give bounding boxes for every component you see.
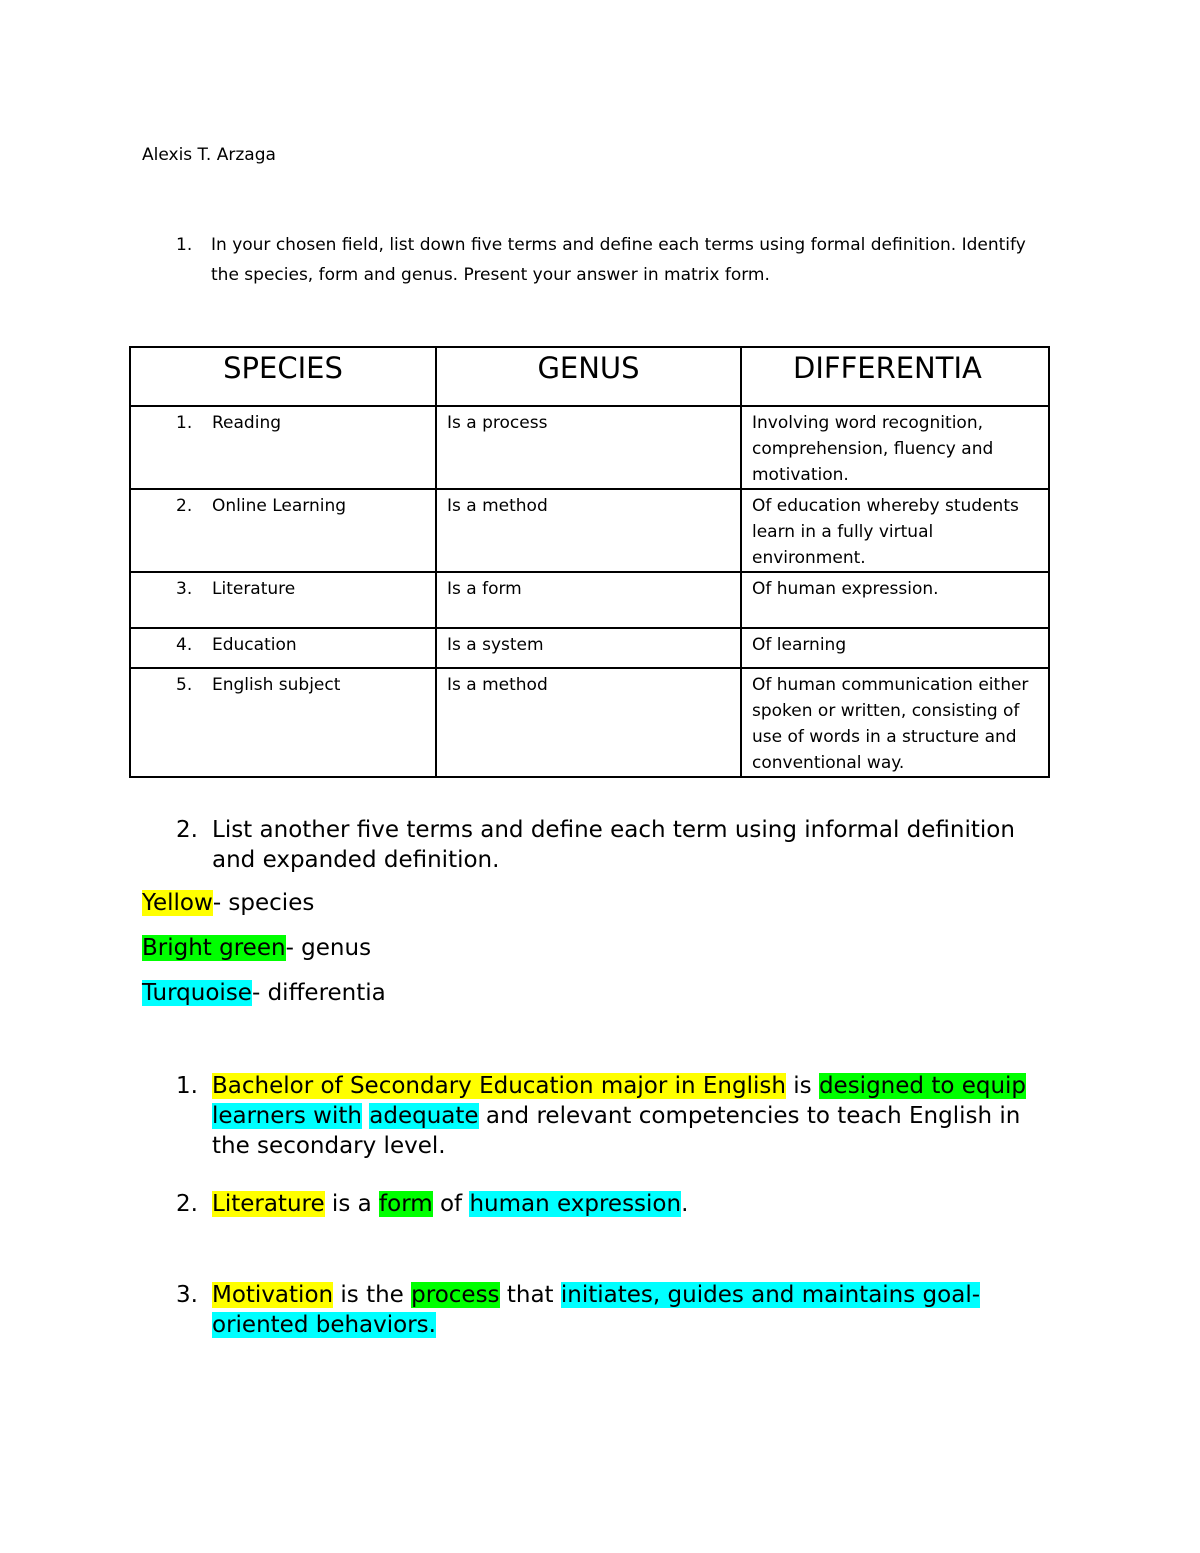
genus-cell: Is a process xyxy=(436,406,741,489)
definition-connector: that xyxy=(499,1282,561,1308)
species-term: Reading xyxy=(212,413,282,433)
genus-cell: Is a form xyxy=(436,572,741,628)
legend-turquoise xyxy=(142,980,386,1006)
species-highlight: Motivation xyxy=(212,1282,334,1308)
definition-number: 3. xyxy=(176,1282,198,1308)
row-number: 5. xyxy=(176,675,193,695)
legend-green-meaning: - genus xyxy=(285,935,372,961)
definition-connector: of xyxy=(432,1191,470,1217)
legend-yellow xyxy=(142,890,314,916)
definition-number: 1. xyxy=(176,1073,198,1099)
definition-item-3 xyxy=(176,1280,1056,1340)
differentia-cell: Of learning xyxy=(741,628,1049,668)
species-cell xyxy=(130,406,436,489)
question-2-number: 2. xyxy=(176,817,198,843)
genus-highlight: designed to equip xyxy=(818,1073,1027,1099)
table-row xyxy=(130,628,1049,668)
differentia-cell: Of human expression. xyxy=(741,572,1049,628)
species-term: Online Learning xyxy=(212,496,347,516)
species-term: Literature xyxy=(212,579,296,599)
legend-green xyxy=(142,935,371,961)
differentia-cell: Of human communication either spoken or written, consisting of use of words in a structure and conventional way. xyxy=(741,668,1049,777)
definition-number: 2. xyxy=(176,1191,198,1217)
table-row xyxy=(130,668,1049,777)
genus-cell: Is a method xyxy=(436,668,741,777)
species-highlight: Bachelor of Secondary Education major in English xyxy=(212,1073,786,1099)
header-species: SPECIES xyxy=(130,347,436,406)
question-2-text: List another five terms and define each term using informal definition and expanded definition. xyxy=(212,817,1015,873)
genus-cell: Is a system xyxy=(436,628,741,668)
species-cell xyxy=(130,489,436,572)
species-cell xyxy=(130,628,436,668)
definition-connector: is the xyxy=(333,1282,412,1308)
legend-turquoise-meaning: - differentia xyxy=(251,980,386,1006)
definition-connector: is xyxy=(785,1073,819,1099)
legend-green-label: Bright green xyxy=(142,935,286,961)
author-name: Alexis T. Arzaga xyxy=(142,145,276,165)
definition-text xyxy=(212,1071,1056,1161)
question-1 xyxy=(176,230,1056,290)
row-number: 1. xyxy=(176,413,193,433)
question-1-text: In your chosen field, list down five terms and define each terms using formal definition. Identify the species, form and genus. Present your answer in matrix form. xyxy=(211,235,1026,285)
differentia-highlight: human expression xyxy=(469,1191,682,1217)
row-number: 2. xyxy=(176,496,193,516)
genus-cell: Is a method xyxy=(436,489,741,572)
row-number: 4. xyxy=(176,635,193,655)
question-1-number: 1. xyxy=(176,235,193,255)
legend-yellow-meaning: - species xyxy=(212,890,315,916)
genus-highlight: process xyxy=(411,1282,500,1308)
definition-text xyxy=(212,1189,1056,1219)
header-differentia: DIFFERENTIA xyxy=(741,347,1049,406)
definition-item-2 xyxy=(176,1189,1056,1219)
definition-item-1 xyxy=(176,1071,1056,1161)
table-row xyxy=(130,489,1049,572)
species-term: English subject xyxy=(212,675,341,695)
differentia-highlight: initiates, guides and maintains goal-oriented behaviors. xyxy=(212,1282,981,1338)
legend-yellow-label: Yellow xyxy=(142,890,213,916)
definition-rest: and relevant competencies to teach English in the secondary level. xyxy=(212,1103,1021,1159)
species-cell xyxy=(130,572,436,628)
genus-highlight: form xyxy=(379,1191,433,1217)
row-number: 3. xyxy=(176,579,193,599)
definition-matrix-table xyxy=(129,346,1050,778)
definition-connector: is a xyxy=(324,1191,380,1217)
table-row xyxy=(130,406,1049,489)
legend-turquoise-label: Turquoise xyxy=(142,980,252,1006)
species-term: Education xyxy=(212,635,297,655)
table-row xyxy=(130,572,1049,628)
species-highlight: Literature xyxy=(212,1191,325,1217)
differentia-highlight: adequate xyxy=(369,1103,479,1129)
definition-text xyxy=(212,1280,1056,1340)
table-header-row xyxy=(130,347,1049,406)
differentia-highlight: learners with xyxy=(212,1103,362,1129)
question-2 xyxy=(176,815,1056,875)
differentia-cell: Of education whereby students learn in a fully virtual environment. xyxy=(741,489,1049,572)
species-cell xyxy=(130,668,436,777)
header-genus: GENUS xyxy=(436,347,741,406)
differentia-cell: Involving word recognition, comprehension, fluency and motivation. xyxy=(741,406,1049,489)
definition-end: . xyxy=(681,1191,689,1217)
